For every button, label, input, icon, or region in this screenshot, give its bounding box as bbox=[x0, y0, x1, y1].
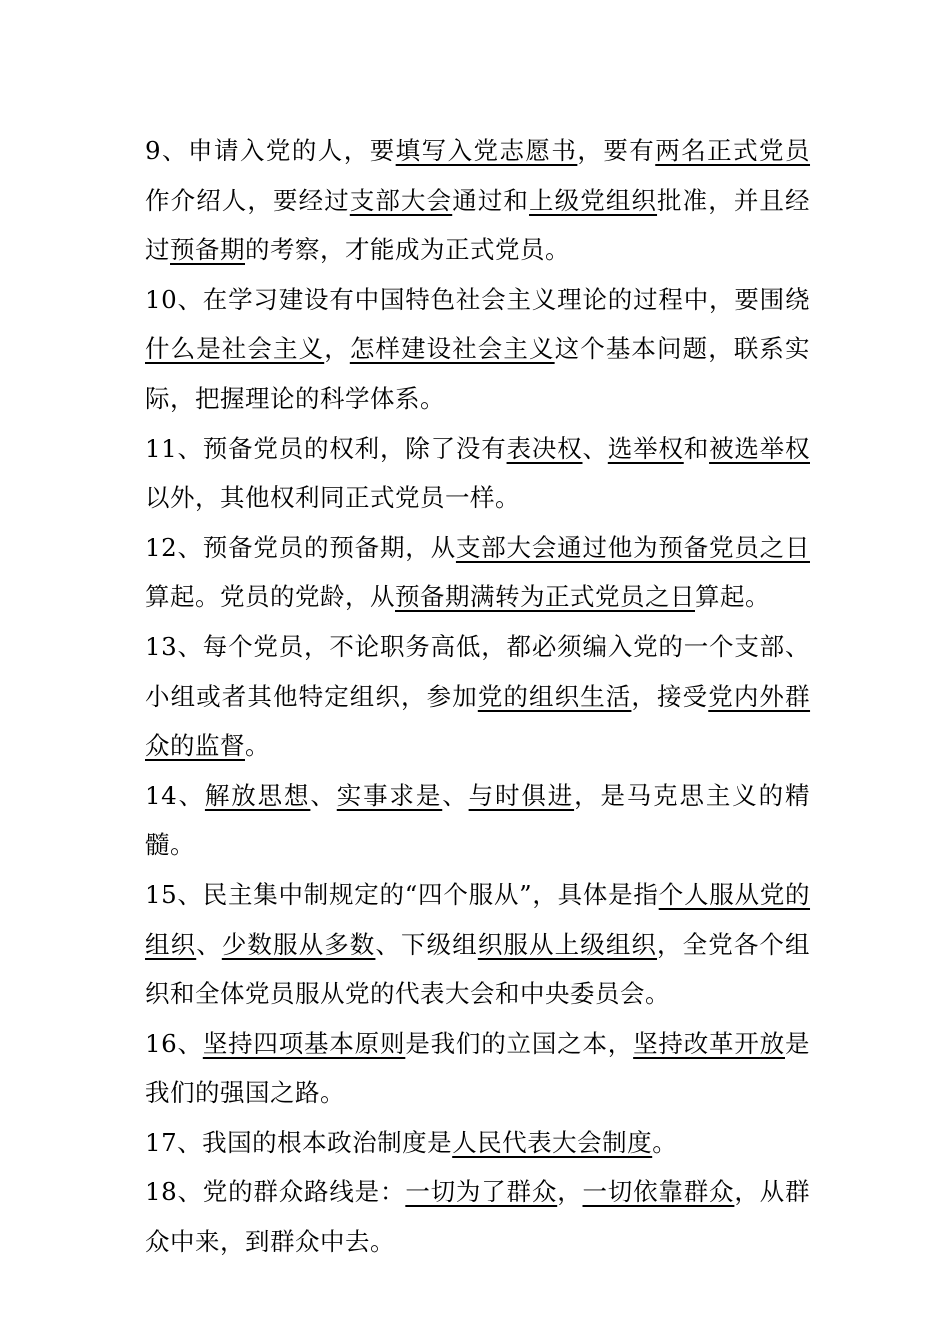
list-item bbox=[145, 126, 810, 275]
question-text: 和 bbox=[683, 433, 710, 463]
underlined-answer: 选举权 bbox=[607, 433, 684, 463]
question-text: ， bbox=[324, 334, 350, 364]
list-item bbox=[145, 1118, 810, 1168]
underlined-answer: 填写入党志愿书 bbox=[395, 136, 578, 165]
question-text: 批准，并且经过 bbox=[145, 185, 811, 265]
question-text: 、下级组 bbox=[375, 929, 478, 959]
underlined-answer: 支部大会通过他为预备党员之日 bbox=[455, 532, 810, 562]
underlined-answer: 怎样建设社会主义 bbox=[349, 334, 555, 364]
question-text: 是我们的立国之本， bbox=[405, 1028, 634, 1058]
underlined-answer: 预备期 bbox=[170, 235, 245, 265]
question-text: 10、在学习建设有中国特色社会主义理论的过程中，要围绕 bbox=[145, 284, 810, 314]
question-text: 算起。 bbox=[695, 582, 770, 612]
underlined-answer: 表决权 bbox=[506, 433, 583, 463]
question-text: ， bbox=[557, 1177, 583, 1207]
list-item bbox=[145, 1019, 810, 1118]
question-text: 通过和 bbox=[452, 185, 530, 215]
question-text: 是我们的强国之路。 bbox=[145, 1028, 810, 1108]
question-text: 14、 bbox=[145, 780, 205, 810]
underlined-answer: 党的组织生活 bbox=[477, 681, 632, 711]
underlined-answer: 坚持四项基本原则 bbox=[202, 1028, 406, 1058]
underlined-answer: 解放思想 bbox=[204, 780, 311, 810]
question-text: ，是马克思主义的精髓。 bbox=[145, 780, 811, 860]
list-item bbox=[145, 523, 810, 622]
underlined-answer: 两名正式党员 bbox=[655, 136, 811, 165]
underlined-answer: 个人服从党的组织 bbox=[145, 879, 811, 959]
underlined-answer: 一切依靠群众 bbox=[582, 1177, 735, 1207]
question-text: ，从群众中来，到群众中去。 bbox=[145, 1177, 810, 1257]
question-text: 作介绍人，要经过 bbox=[145, 185, 350, 215]
question-text: 。 bbox=[245, 731, 270, 761]
question-text: 11、预备党员的权利，除了没有 bbox=[145, 433, 507, 463]
question-text: 18、党的群众路线是： bbox=[145, 1177, 406, 1207]
question-text: 的考察，才能成为正式党员。 bbox=[245, 235, 570, 265]
underlined-answer: 什么是社会主义 bbox=[145, 334, 325, 364]
question-text: 、 bbox=[442, 780, 469, 810]
question-text: 、 bbox=[310, 780, 337, 810]
underlined-answer: 少数服从多数 bbox=[221, 929, 376, 959]
list-item bbox=[145, 622, 810, 771]
underlined-answer: 与时俱进 bbox=[468, 780, 575, 810]
question-text: 13、每个党员，不论职务高低，都必须编入党的一个支部、小组或者其他特定组织，参加 bbox=[145, 631, 810, 711]
question-text: 9、申请入党的人，要 bbox=[145, 136, 396, 165]
underlined-answer: 一切为了群众 bbox=[405, 1177, 558, 1207]
list-item bbox=[145, 275, 810, 424]
underlined-answer: 预备期满转为正式党员之日 bbox=[395, 582, 695, 612]
question-text: 16、 bbox=[145, 1028, 203, 1058]
underlined-answer: 实事求是 bbox=[336, 780, 443, 810]
question-text: 这个基本问题，联系实际，把握理论的科学体系。 bbox=[145, 334, 811, 413]
underlined-answer: 党内外群众的监督 bbox=[145, 681, 811, 761]
question-text: ，全党各个组织和全体党员服从党的代表大会和中央委员会。 bbox=[145, 929, 811, 1009]
list-item bbox=[145, 424, 810, 523]
question-text: ，要有 bbox=[577, 136, 656, 165]
underlined-answer: 支部大会 bbox=[349, 185, 453, 215]
list-item bbox=[145, 1167, 810, 1266]
underlined-answer: 人民代表大会制度 bbox=[452, 1127, 653, 1157]
underlined-answer: 织服从上级组织 bbox=[477, 929, 658, 959]
list-item bbox=[145, 870, 810, 1019]
question-text: 15、民主集中制规定的“四个服从”，具体是指 bbox=[145, 879, 659, 909]
question-text: ，接受 bbox=[631, 681, 709, 711]
underlined-answer: 被选举权 bbox=[709, 433, 810, 463]
question-text: 算起。党员的党龄，从 bbox=[145, 582, 395, 612]
question-text: 。 bbox=[652, 1127, 678, 1157]
question-text: 12、预备党员的预备期，从 bbox=[145, 532, 456, 562]
underlined-answer: 上级党组织 bbox=[529, 185, 658, 215]
question-text: 、 bbox=[196, 929, 222, 959]
question-text: 、 bbox=[582, 433, 608, 463]
underlined-answer: 坚持改革开放 bbox=[633, 1028, 785, 1058]
list-item bbox=[145, 771, 810, 870]
question-list bbox=[145, 126, 810, 1267]
question-text: 以外，其他权利同正式党员一样。 bbox=[145, 483, 520, 513]
question-text: 17、我国的根本政治制度是 bbox=[145, 1127, 453, 1157]
